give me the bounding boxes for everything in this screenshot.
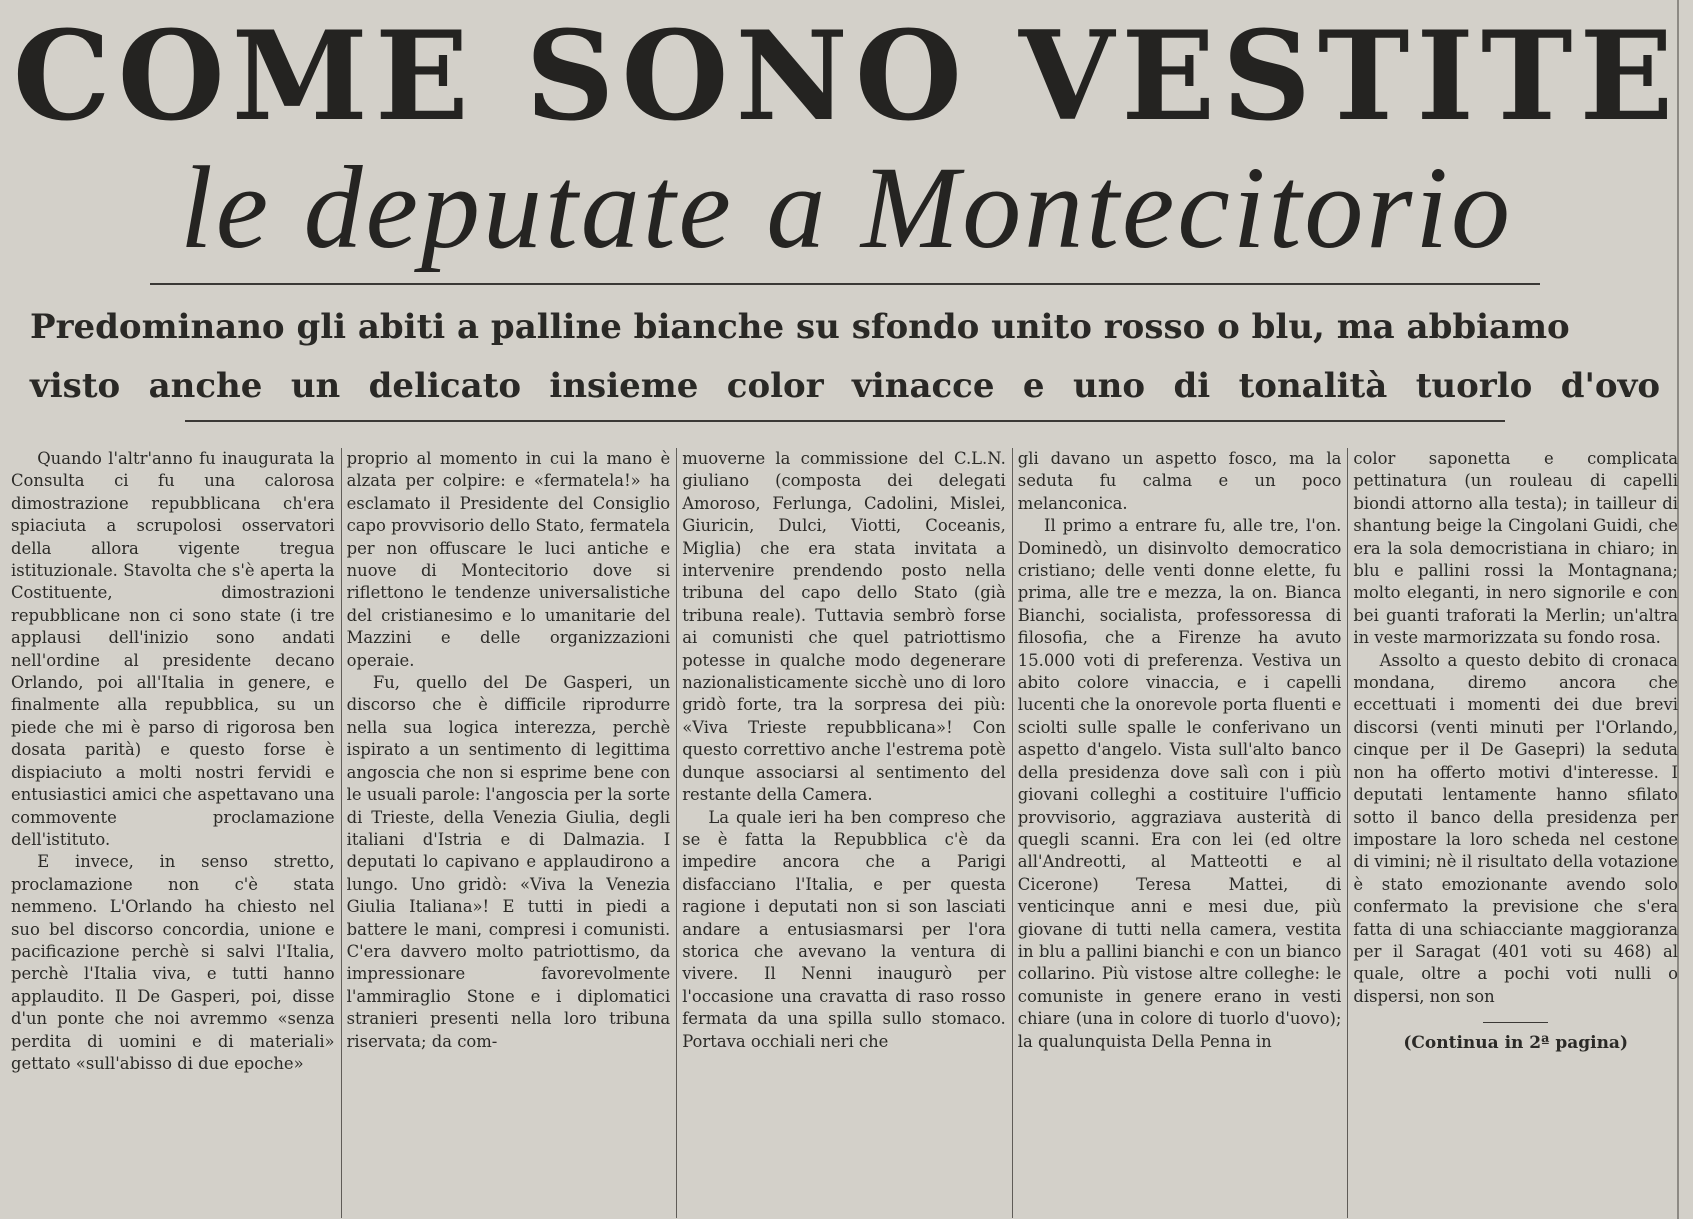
article-body bbox=[6, 448, 1684, 1218]
divider-rule-bottom bbox=[185, 420, 1505, 422]
continued-note: (Continua in 2ª pagina) bbox=[1353, 1022, 1678, 1054]
headline: COME SONO VESTITE bbox=[12, 5, 1681, 149]
paragraph: gli davano un aspetto fosco, ma la seduta fu calma e un poco melanconica. bbox=[1017, 449, 1342, 513]
paragraph: muoverne la commissione del C.L.N. giuliano (composta dei delegati Amoroso, Ferlunga, Cadolini, Mislei, Giuricin, Dulci, Viotti, Coceanis, Miglia) che era stata invitata a intervenire prendendo posto nella tribuna del capo dello Stato (già tribuna reale). Tuttavia sembrò forse ai comunisti che quel patriottismo potesse in qualche modo degenerare nazionalisticamente sicchè uno di loro gridò forte, tra la sorpresa dei più: «Viva Trieste repubblicana»! Con questo correttivo anche l'estrema potè dunque associarsi al sentimento del restante della Camera. bbox=[682, 449, 1006, 805]
paragraph: proprio al momento in cui la mano è alzata per colpire: e «fermatela!» ha esclamato il Presidente del Consiglio capo provvisorio dello Stato, fermatela per non offuscare le luci antiche e nuove di Montecitorio dove si riflettono le tendenze universalistiche del cristianesimo e lo umanitarie del Mazzini e delle organizzazioni operaie. bbox=[346, 449, 671, 670]
article-column-4 bbox=[1013, 448, 1349, 1218]
paragraph: Il primo a entrare fu, alle tre, l'on. Dominedò, un disinvolto democratico cristiano; delle venti donne elette, fu prima, alle tre e mezza, la on. Bianca Bianchi, socialista, professoressa di filosofia, che a Firenze ha avuto 15.000 voti di preferenza. Vestiva un abito colore vinaccia, e i capelli lucenti che la onorevole porta fluenti e sciolti sulle spalle le conferivano un aspetto d'angelo. Vista sull'alto banco della presidenza dove salì con i più giovani colleghi a costituire l'ufficio provvisorio, aggraziava austerità di quegli scanni. Era con lei (ed oltre all'Andreotti, al Matteotti e al Cicerone) Teresa Mattei, di venticinque anni e mesi due, più giovane di tutti nella camera, vestita in blu a pallini bianchi e con un bianco collarino. Più vistose altre colleghe: le comuniste in genere erano in vesti chiare (una in colore di tuorlo d'uovo); la qualunquista Della Penna in bbox=[1017, 516, 1342, 1051]
paragraph: color saponetta e complicata pettinatura (un rouleau di capelli biondi attorno alla testa); in tailleur di shantung beige la Cingolani Guidi, che era la sola democristiana in chiaro; in blu e pallini rossi la Montagnana; molto eleganti, in nero signorile e con bei guanti traforati la Merlin; un'altra in veste marmorizzata su fondo rosa. bbox=[1353, 449, 1678, 648]
paragraph: Quando l'altr'anno fu inaugurata la Consulta ci fu una calorosa dimostrazione repubblicana ch'era spiaciuta a scrupolosi osservatori della allora vigente tregua istituzionale. Stavolta che s'è aperta la Costituente, dimostrazioni repubblicane non ci sono state (i tre applausi dell'inizio sono andati nell'ordine al presidente decano Orlando, poi all'Italia in genere, e finalmente alla repubblica, su un piede che mi è parso di rigorosa ben dosata parità) e questo forse è dispiaciuto a molti nostri fervidi e entusiastici amici che aspettavano una commovente proclamazione dell'istituto. bbox=[11, 449, 335, 849]
article-column-1 bbox=[6, 448, 342, 1218]
divider-rule-top bbox=[150, 283, 1540, 285]
article-column-3 bbox=[677, 448, 1013, 1218]
subheadline: le deputate a Montecitorio bbox=[179, 142, 1514, 273]
paragraph: Fu, quello del De Gasperi, un discorso che è difficile riprodurre nella sua logica interezza, perchè ispirato a un sentimento di legittima angoscia che non si esprime bene con le usuali parole: l'angoscia per la sorte di Trieste, della Venezia Giulia, degli italiani d'Istria e di Dalmazia. I deputati lo capivano e applaudirono a lungo. Uno gridò: «Viva la Venezia Giulia Italiana»! E tutti in piedi a battere le mani, compresi i comunisti. C'era davvero molto patriottismo, da impressionare favorevolmente l'ammiraglio Stone e i diplomatici stranieri presenti nella loro tribuna riservata; da com- bbox=[346, 673, 671, 1051]
summary-line-2: visto anche un delicato insieme color vinacce e uno di tonalità tuorlo d'ovo bbox=[30, 366, 1660, 406]
paragraph: La quale ieri ha ben compreso che se è fatta la Repubblica c'è da impedire ancora che a Parigi disfacciano l'Italia, e per questa ragione i deputati non si son lasciati andare a entusiasmarsi per l'ora storica che avevano la ventura di vivere. Il Nenni inaugurò per l'occasione una cravatta di raso rosso fermata da una spilla sullo stomaco. Portava occhiali neri che bbox=[682, 807, 1006, 1051]
summary-line-1: Predominano gli abiti a palline bianche su sfondo unito rosso o blu, ma abbiamo bbox=[30, 307, 1570, 347]
article-column-2 bbox=[342, 448, 678, 1218]
paragraph: Assolto a questo debito di cronaca mondana, diremo ancora che eccettuati i momenti dei due brevi discorsi (venti minuti per l'Orlando, cinque per il De Gasepri) la seduta non ha offerto motivi d'interesse. I deputati lentamente hanno sfilato sotto il banco della presidenza per impostare la loro scheda nel cestone di vimini; nè il risultato della votazione è stato emozionante avendo solo confermato la previsione che s'era fatta di una schiacciante maggioranza per il Saragat (401 voti su 468) al quale, oltre a pochi voti nulli o dispersi, non son bbox=[1353, 650, 1678, 1006]
paragraph: E invece, in senso stretto, proclamazione non c'è stata nemmeno. L'Orlando ha chiesto nel suo bel discorso concordia, unione e pacificazione perchè si salvi l'Italia, perchè l'Italia viva, e tutti hanno applaudito. Il De Gasperi, poi, disse d'un ponte che noi avremmo «senza perdita di uomini e di materiali» gettato «sull'abisso di due epoche» bbox=[11, 852, 335, 1073]
article-column-5 bbox=[1348, 448, 1684, 1218]
